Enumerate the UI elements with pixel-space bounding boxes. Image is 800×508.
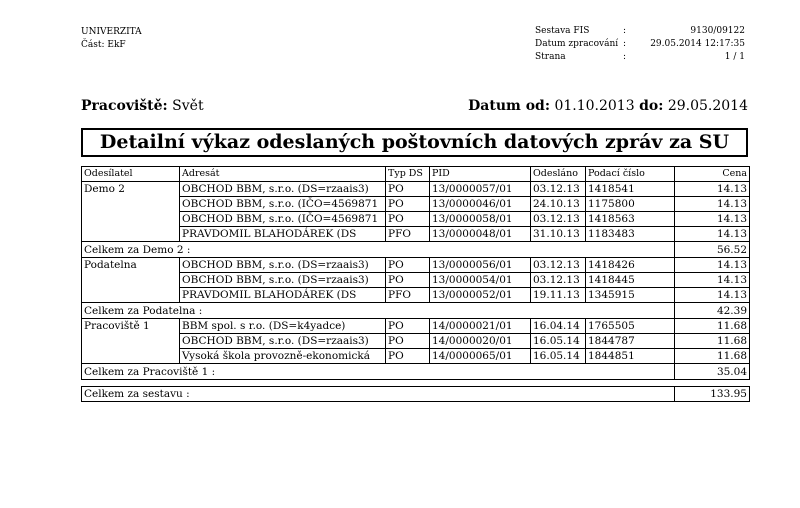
cell-number: 1418541: [586, 182, 675, 197]
cell-pid: 13/0000056/01: [430, 258, 531, 273]
cell-number: 1418445: [586, 273, 675, 288]
cell-type: PO: [386, 197, 430, 212]
cell-pid: 13/0000057/01: [430, 182, 531, 197]
cell-pid: 14/0000021/01: [430, 319, 531, 334]
cell-sent: 16.05.14: [531, 349, 586, 364]
workplace-value: Svět: [172, 98, 204, 114]
cell-sent: 03.12.13: [531, 273, 586, 288]
table-row: [82, 258, 750, 273]
subtotal-value: 35.04: [675, 364, 750, 380]
cell-addressee: OBCHOD BBM, s.r.o. (DS=rzaais3): [180, 334, 386, 349]
meta-value: 1 / 1: [724, 52, 745, 62]
cell-price: 14.13: [675, 273, 750, 288]
table-row: [82, 288, 750, 303]
cell-price: 14.13: [675, 227, 750, 242]
cell-number: 1418563: [586, 212, 675, 227]
cell-pid: 13/0000052/01: [430, 288, 531, 303]
subtotal-row: [82, 303, 750, 319]
col-type: Typ DS: [386, 167, 430, 182]
cell-type: PO: [386, 182, 430, 197]
cell-pid: 13/0000058/01: [430, 212, 531, 227]
subtotal-label: Celkem za Pracoviště 1 :: [82, 364, 675, 380]
cell-sent: 16.04.14: [531, 319, 586, 334]
meta-key: Sestava FIS: [535, 26, 590, 36]
cell-price: 14.13: [675, 182, 750, 197]
meta-colon: :: [623, 52, 627, 62]
cell-sent: 16.05.14: [531, 334, 586, 349]
meta-processing-date: [535, 39, 745, 52]
subtotal-value: 42.39: [675, 303, 750, 319]
cell-addressee: OBCHOD BBM, s.r.o. (DS=rzaais3): [180, 273, 386, 288]
col-number: Podací číslo: [586, 167, 675, 182]
cell-price: 14.13: [675, 197, 750, 212]
table-row: [82, 212, 750, 227]
table-row: [82, 227, 750, 242]
col-price: Cena: [675, 167, 750, 182]
cell-addressee: OBCHOD BBM, s.r.o. (DS=rzaais3): [180, 182, 386, 197]
col-pid: PID: [430, 167, 531, 182]
date-to-label: do:: [639, 98, 664, 114]
cell-type: PO: [386, 319, 430, 334]
date-to-value: 29.05.2014: [667, 98, 748, 114]
grand-total-label: Celkem za sestavu :: [82, 387, 675, 402]
cell-sent: 31.10.13: [531, 227, 586, 242]
table-row: [82, 273, 750, 288]
cell-addressee: Vysoká škola provozně-ekonomická: [180, 349, 386, 364]
spacer-row: [82, 380, 750, 387]
cell-type: PO: [386, 334, 430, 349]
cell-number: 1418426: [586, 258, 675, 273]
table-row: [82, 334, 750, 349]
cell-pid: 13/0000054/01: [430, 273, 531, 288]
workplace-label: Pracoviště:: [81, 98, 168, 114]
col-sender: Odesílatel: [82, 167, 180, 182]
table-row: [82, 319, 750, 334]
cell-sent: 19.11.13: [531, 288, 586, 303]
cell-pid: 13/0000048/01: [430, 227, 531, 242]
meta-key: Strana: [535, 52, 566, 62]
cell-type: PFO: [386, 227, 430, 242]
meta-page: [535, 52, 745, 65]
table-row: [82, 349, 750, 364]
report-table: [81, 166, 750, 402]
subtotal-value: 56.52: [675, 242, 750, 258]
cell-sent: 24.10.13: [531, 197, 586, 212]
cell-addressee: PRAVDOMIL BLAHODÁREK (DS: [180, 288, 386, 303]
org-name: UNIVERZITA: [81, 27, 142, 37]
table-row: [82, 197, 750, 212]
subtotal-label: Celkem za Demo 2 :: [82, 242, 675, 258]
meta-key: Datum zpracování: [535, 39, 619, 49]
cell-type: PFO: [386, 288, 430, 303]
cell-type: PO: [386, 273, 430, 288]
group-sender: Demo 2: [82, 182, 180, 242]
cell-addressee: OBCHOD BBM, s.r.o. (DS=rzaais3): [180, 258, 386, 273]
meta-colon: :: [623, 26, 627, 36]
cell-number: 1844787: [586, 334, 675, 349]
cell-price: 14.13: [675, 212, 750, 227]
cell-addressee: OBCHOD BBM, s.r.o. (IČO=4569871: [180, 212, 386, 227]
cell-pid: 13/0000046/01: [430, 197, 531, 212]
col-sent: Odesláno: [531, 167, 586, 182]
cell-price: 11.68: [675, 349, 750, 364]
cell-addressee: OBCHOD BBM, s.r.o. (IČO=4569871: [180, 197, 386, 212]
grand-total-value: 133.95: [675, 387, 750, 402]
cell-addressee: BBM spol. s r.o. (DS=k4yadce): [180, 319, 386, 334]
group-sender: Pracoviště 1: [82, 319, 180, 364]
cell-sent: 03.12.13: [531, 182, 586, 197]
cell-pid: 14/0000065/01: [430, 349, 531, 364]
cell-number: 1183483: [586, 227, 675, 242]
group-sender: Podatelna: [82, 258, 180, 303]
meta-value: 29.05.2014 12:17:35: [650, 39, 745, 49]
cell-number: 1844851: [586, 349, 675, 364]
spacer-cell: [82, 380, 750, 387]
criteria-date-range: [468, 98, 748, 114]
cell-price: 14.13: [675, 288, 750, 303]
meta-report-id: [535, 26, 745, 39]
subtotal-row: [82, 242, 750, 258]
meta-colon: :: [623, 39, 627, 49]
cell-number: 1345915: [586, 288, 675, 303]
col-addressee: Adresát: [180, 167, 386, 182]
cell-sent: 03.12.13: [531, 258, 586, 273]
date-from-label: Datum od:: [468, 98, 550, 114]
org-unit: Část: EkF: [81, 40, 126, 50]
cell-addressee: PRAVDOMIL BLAHODÁREK (DS: [180, 227, 386, 242]
cell-number: 1175800: [586, 197, 675, 212]
cell-type: PO: [386, 349, 430, 364]
cell-price: 14.13: [675, 258, 750, 273]
cell-pid: 14/0000020/01: [430, 334, 531, 349]
subtotal-row: [82, 364, 750, 380]
cell-price: 11.68: [675, 319, 750, 334]
subtotal-label: Celkem za Podatelna :: [82, 303, 675, 319]
meta-value: 9130/09122: [690, 26, 745, 36]
cell-type: PO: [386, 258, 430, 273]
criteria-workplace: [81, 98, 204, 114]
cell-type: PO: [386, 212, 430, 227]
table-header-row: [82, 167, 750, 182]
date-from-value: 01.10.2013: [554, 98, 635, 114]
cell-sent: 03.12.13: [531, 212, 586, 227]
cell-price: 11.68: [675, 334, 750, 349]
table-row: [82, 182, 750, 197]
cell-number: 1765505: [586, 319, 675, 334]
report-title: Detailní výkaz odeslaných poštovních datových zpráv za SU: [81, 128, 748, 157]
grand-total-row: [82, 387, 750, 402]
